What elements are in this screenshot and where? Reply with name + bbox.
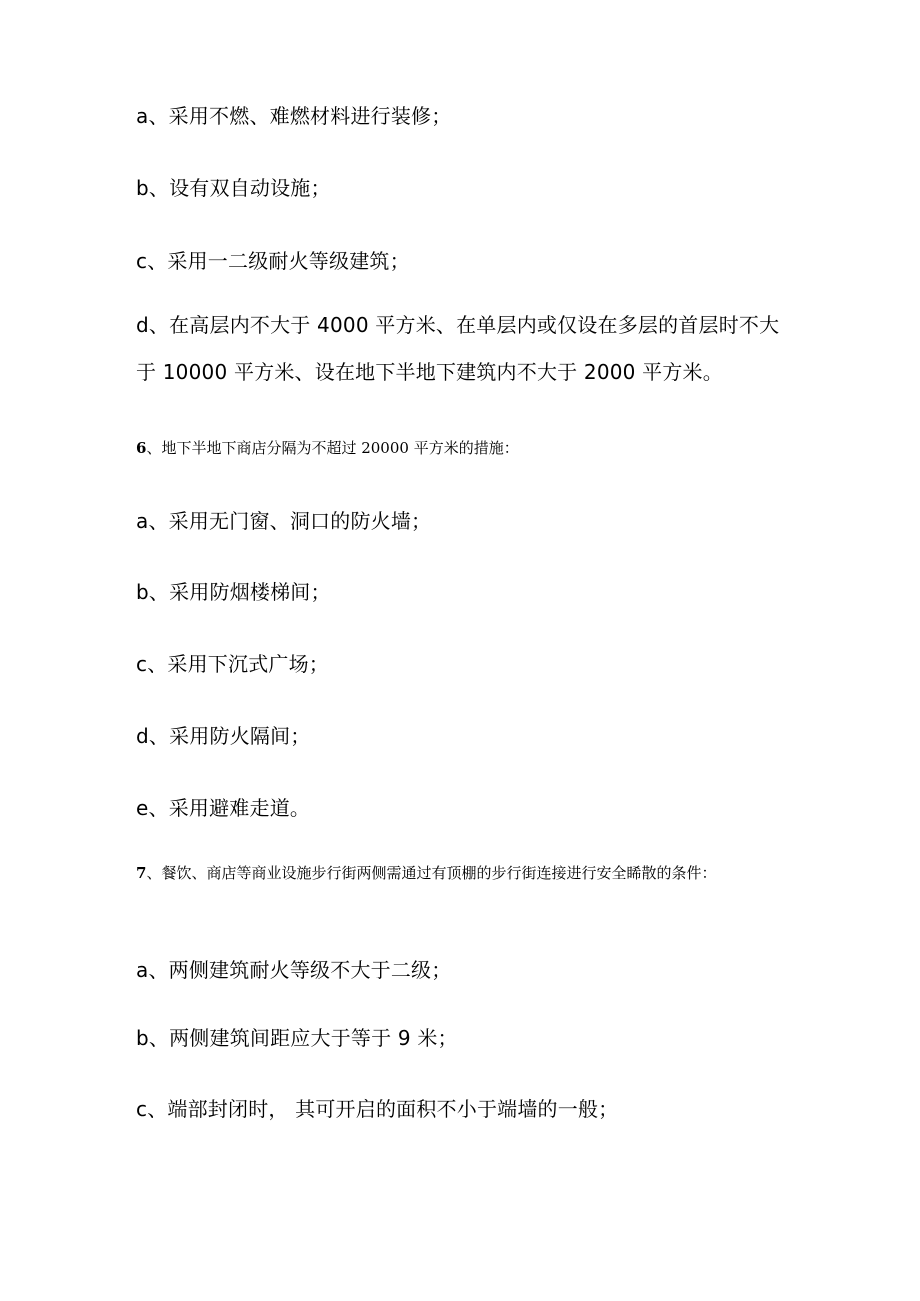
list-item: 于 10000 平方米、设在地下半地下建筑内不大于 2000 平方米。 xyxy=(136,360,723,384)
section-number: 6 xyxy=(136,439,147,457)
section-heading-text: 、地下半地下商店分隔为不超过 20000 平方米的措施： xyxy=(146,439,519,457)
section-heading-6 xyxy=(136,436,786,460)
section-number: 7 xyxy=(136,864,147,882)
list-item: a、采用无门窗、洞口的防火墙； xyxy=(136,509,432,533)
list-item: a、采用不燃、难燃材料进行装修； xyxy=(136,104,452,128)
list-item: b、设有双自动设施； xyxy=(136,176,331,200)
list-item: b、两侧建筑间距应大于等于 9 米； xyxy=(136,1026,458,1050)
list-item: a、两侧建筑耐火等级不大于二级； xyxy=(136,958,452,982)
list-item: b、采用防烟楼梯间； xyxy=(136,580,331,604)
list-item: c、端部封闭时， 其可开启的面积不小于端墙的一般； xyxy=(136,1097,619,1121)
section-heading-text: 、餐饮、商店等商业设施步行街两侧需通过有顶棚的步行街连接进行安全睎散的条件： xyxy=(146,864,717,882)
list-item: c、采用下沉式广场； xyxy=(136,652,329,676)
list-item: e、采用避难走道。 xyxy=(136,796,311,820)
list-item: c、采用一二级耐火等级建筑； xyxy=(136,249,410,273)
section-heading-7 xyxy=(136,861,786,885)
list-item: d、在高层内不大于 4000 平方米、在单层内或仅设在多层的首层时不大 xyxy=(136,313,780,337)
list-item: d、采用防火隔间； xyxy=(136,724,311,748)
